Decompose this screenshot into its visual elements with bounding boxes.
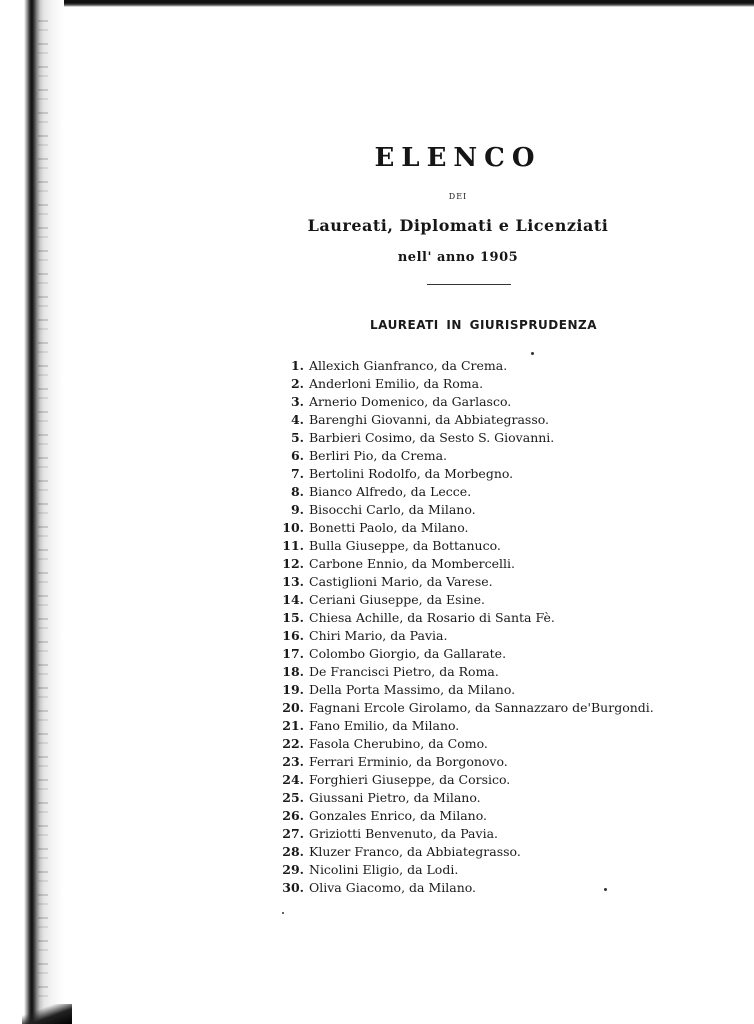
list-item [270,465,654,483]
scan-speck [604,888,607,891]
entry-text: Forghieri Giuseppe, da Corsico. [309,772,511,787]
list-item [270,753,654,771]
entry-text: Oliva Giacomo, da Milano. [309,880,477,895]
list-item [270,429,654,447]
list-item [270,483,654,501]
entry-text: Arnerio Domenico, da Garlasco. [309,394,512,409]
list-item [270,699,654,717]
list-item [270,411,654,429]
entry-number: 29. [282,862,304,877]
entry-text: De Francisci Pietro, da Roma. [309,664,499,679]
entry-text: Fano Emilio, da Milano. [309,718,460,733]
entry-number: 19. [282,682,304,697]
entry-number: 9. [290,502,304,517]
scan-bottom-corner [22,1004,72,1024]
list-item [270,681,654,699]
entry-number: 18. [282,664,304,679]
entry-text: Bisocchi Carlo, da Milano. [309,502,476,517]
list-item [270,771,654,789]
list-item [270,861,654,879]
entry-number: 24. [282,772,304,787]
entry-number: 1. [290,358,304,373]
entry-text: Allexich Gianfranco, da Crema. [309,358,508,373]
scan-speck [531,352,534,355]
entry-number: 6. [290,448,304,463]
list-item [270,501,654,519]
scan-top-edge [0,0,754,7]
entry-number: 27. [282,826,304,841]
entry-number: 2. [290,376,304,391]
entry-text: Bulla Giuseppe, da Bottanuco. [309,538,501,553]
entry-number: 8. [290,484,304,499]
entry-text: Castiglioni Mario, da Varese. [309,574,493,589]
entry-text: Bianco Alfredo, da Lecce. [309,484,472,499]
entry-text: Giussani Pietro, da Milano. [309,790,481,805]
entry-text: Fasola Cherubino, da Como. [309,736,488,751]
title-rule [427,284,511,285]
entry-number: 17. [282,646,304,661]
list-item [270,555,654,573]
entry-text: Barenghi Giovanni, da Abbiategrasso. [309,412,550,427]
entry-text: Carbone Ennio, da Mombercelli. [309,556,515,571]
scan-speck [282,912,284,914]
entry-number: 25. [282,790,304,805]
document-dei: DEI [448,192,468,201]
list-item [270,627,654,645]
entry-text: Bonetti Paolo, da Milano. [309,520,469,535]
list-item [270,735,654,753]
entry-text: Colombo Giorgio, da Gallarate. [309,646,507,661]
entry-number: 22. [282,736,304,751]
entry-text: Chiri Mario, da Pavia. [309,628,448,643]
entry-number: 4. [290,412,304,427]
list-item [270,879,654,897]
entry-text: Ceriani Giuseppe, da Esine. [309,592,485,607]
entry-number: 23. [282,754,304,769]
entry-text: Fagnani Ercole Girolamo, da Sannazzaro de'Burgondi. [309,700,654,715]
list-item [270,573,654,591]
entry-text: Ferrari Erminio, da Borgonovo. [309,754,508,769]
graduates-list [270,357,654,897]
entry-number: 30. [282,880,304,895]
entry-number: 28. [282,844,304,859]
list-item [270,663,654,681]
entry-text: Della Porta Massimo, da Milano. [309,682,516,697]
entry-number: 14. [282,592,304,607]
entry-text: Griziotti Benvenuto, da Pavia. [309,826,498,841]
document-title: ELENCO [374,143,542,173]
entry-number: 20. [282,700,304,715]
document-subtitle: Laureati, Diplomati e Licenziati [307,216,609,235]
entry-number: 16. [282,628,304,643]
entry-number: 3. [290,394,304,409]
list-item [270,447,654,465]
entry-text: Berliri Pio, da Crema. [309,448,448,463]
list-item [270,357,654,375]
entry-number: 13. [282,574,304,589]
list-item [270,393,654,411]
list-item [270,717,654,735]
entry-text: Anderloni Emilio, da Roma. [309,376,484,391]
entry-text: Kluzer Franco, da Abbiategrasso. [309,844,521,859]
document-year-line: nell' anno 1905 [397,250,519,265]
list-item [270,537,654,555]
list-item [270,825,654,843]
entry-number: 11. [282,538,304,553]
list-item [270,519,654,537]
entry-text: Barbieri Cosimo, da Sesto S. Giovanni. [309,430,555,445]
entry-number: 5. [290,430,304,445]
entry-number: 10. [282,520,304,535]
entry-text: Gonzales Enrico, da Milano. [309,808,488,823]
list-item [270,789,654,807]
list-item [270,375,654,393]
entry-number: 12. [282,556,304,571]
list-item [270,609,654,627]
section-heading: LAUREATI IN GIURISPRUDENZA [370,318,597,332]
list-item [270,843,654,861]
entry-text: Nicolini Eligio, da Lodi. [309,862,459,877]
list-item [270,591,654,609]
list-item [270,807,654,825]
entry-number: 26. [282,808,304,823]
entry-number: 21. [282,718,304,733]
entry-number: 15. [282,610,304,625]
entry-text: Bertolini Rodolfo, da Morbegno. [309,466,514,481]
entry-number: 7. [290,466,304,481]
list-item [270,645,654,663]
entry-text: Chiesa Achille, da Rosario di Santa Fè. [309,610,555,625]
